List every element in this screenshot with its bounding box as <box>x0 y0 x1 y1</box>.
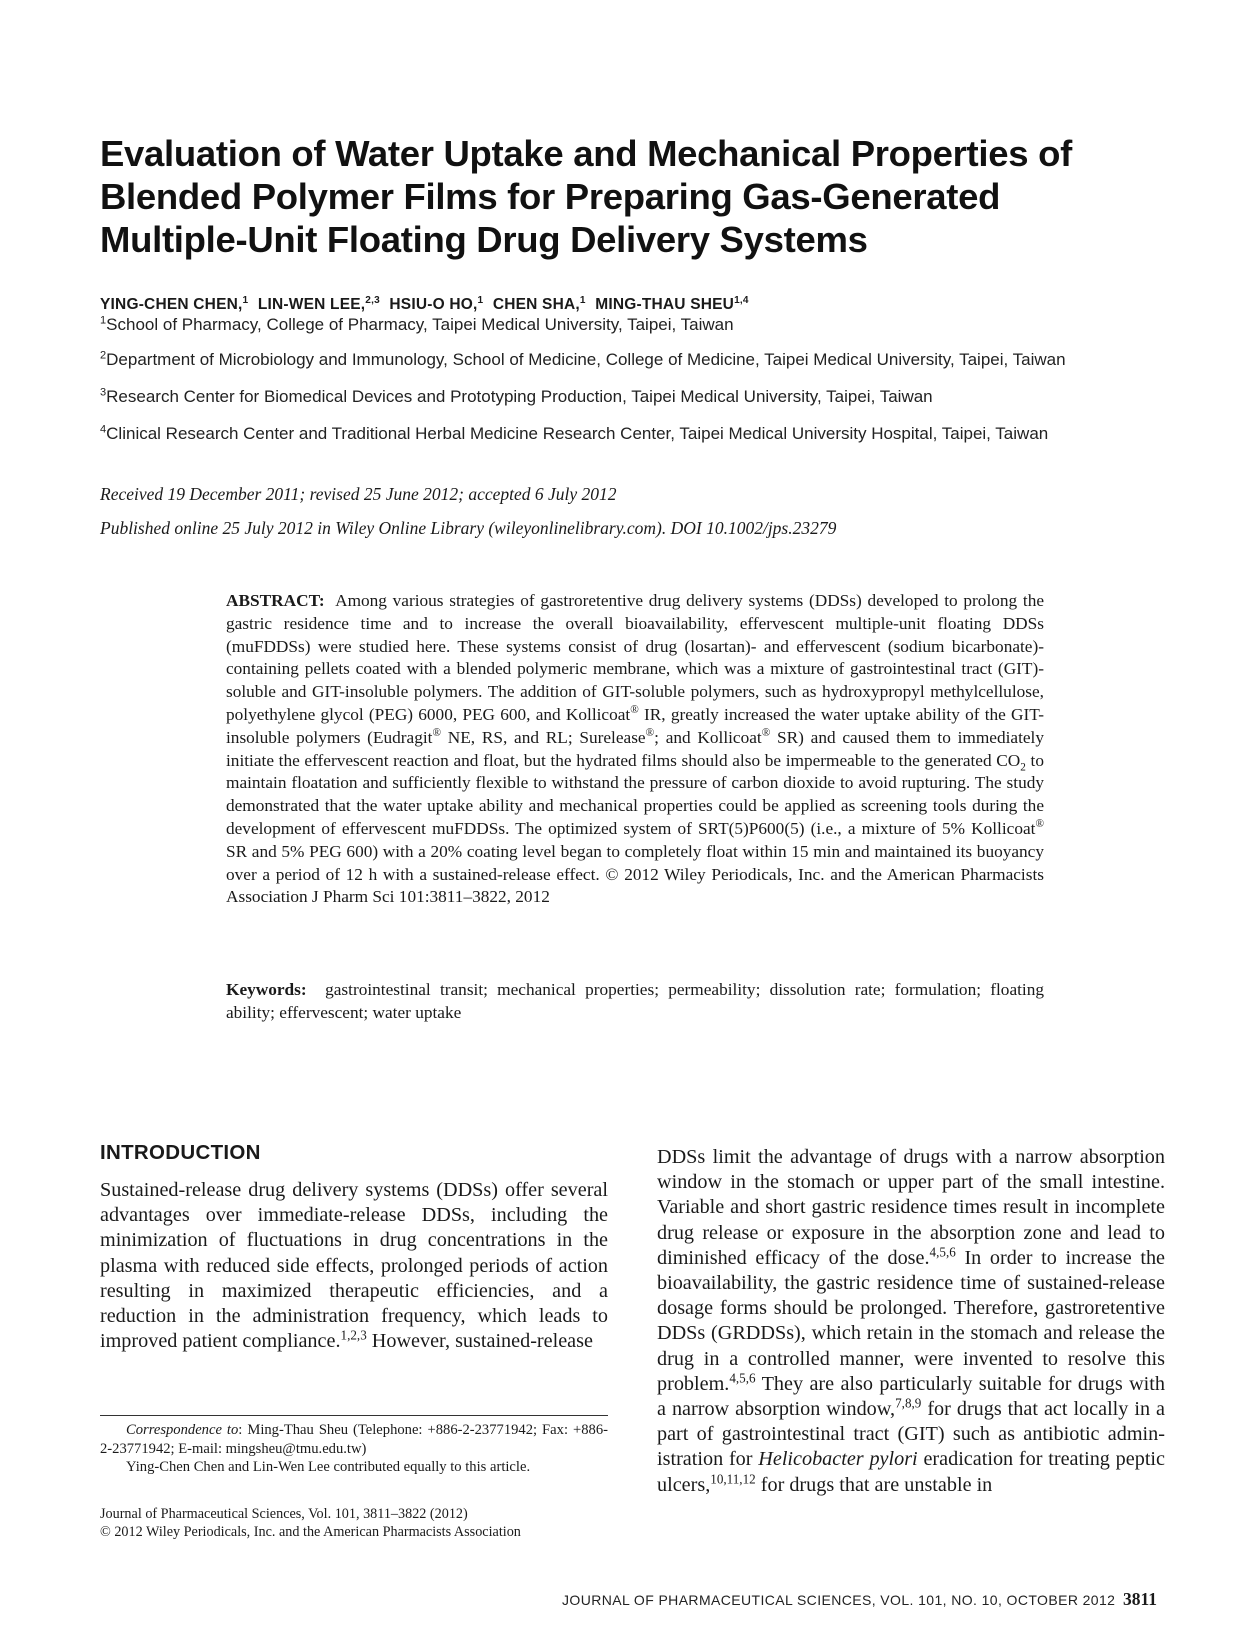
article-title <box>100 132 1150 261</box>
affiliation: $^3$Research Center for Biomedical Devices and Prototyping Production, Taipei Medical University, Taipei, Taiwan <box>100 386 933 406</box>
author: HSIU-O HO,$^1$ <box>389 294 484 313</box>
published-line: Published online 25 July 2012 in Wiley Online Library (wileyonlinelibrary.com). DOI 10.1002/jps.23279 <box>100 518 837 538</box>
author-list <box>100 296 754 314</box>
affiliation: $^4$Clinical Research Center and Traditional Herbal Medicine Research Center, Taipei Medical University Hospital, Taipei, Taiwan <box>100 423 1049 443</box>
footnote <box>100 1421 608 1477</box>
author: YING-CHEN CHEN,$^1$ <box>100 294 249 313</box>
journal-note <box>100 1505 620 1541</box>
title-line: Multiple-Unit Floating Drug Delivery Systems <box>100 219 868 260</box>
title-line: Blended Polymer Films for Preparing Gas-Generated <box>100 176 1001 217</box>
author: LIN-WEN LEE,$^{2,3}$ <box>257 294 380 313</box>
title-line: Evaluation of Water Uptake and Mechanical Properties of <box>100 133 1072 174</box>
footnote-divider <box>100 1415 608 1416</box>
author: CHEN SHA,$^1$ <box>492 294 586 313</box>
journal-citation: Journal of Pharmaceutical Sciences, Vol. 101, 3811–3822 (2012) <box>100 1506 468 1522</box>
equal-contribution-note: Ying-Chen Chen and Lin-Wen Lee contributed equally to this article. <box>126 1459 531 1475</box>
copyright-line: © 2012 Wiley Periodicals, Inc. and the American Pharmacists Association <box>100 1524 521 1540</box>
intro-right-column: DDSs limit the advantage of drugs with a narrow absorption window in the stomach or upper part of the small intestine. Variable and short gastric residence times result in incomplete drug release or exposure in the absorption zone and lead to diminished efficacy of the dose.$^{4,5,6}$ In order to increase the bioavailability, the gastric residence time of sustained-release dosage forms should be prolonged. Therefore, gastroretentive DDSs (GRDDSs), which retain in the stomach and release the drug in a controlled manner, were invented to resolve this problem.$^{4,5,6}$ They are also particularly suitable for drugs with a narrow absorption window,$^{7,8,9}$ for drugs that act locally in a part of gastrointestinal tract (GIT) such as antibiotic administration for Helicobacter pylori eradication for treating peptic ulcers,$^{10,11,12}$ for drugs that are unstable in <box>657 1146 1166 1496</box>
page-number: 3811 <box>1123 1589 1158 1609</box>
author: MING-THAU SHEU$^{1,4}$ <box>595 294 749 313</box>
affiliation: $^1$School of Pharmacy, College of Pharmacy, Taipei Medical University, Taipei, Taiwan <box>100 314 734 334</box>
received-dates: Received 19 December 2011; revised 25 June 2012; accepted 6 July 2012 <box>100 484 617 504</box>
keywords: Keywords: gastrointestinal transit; mechanical properties; permeability; dissolution rate; formulation; floating ability; effervescent; water uptake <box>226 980 1045 1022</box>
section-heading-introduction: INTRODUCTION <box>100 1141 261 1164</box>
abstract-label: ABSTRACT: <box>226 591 325 610</box>
intro-left-column: Sustained-release drug delivery systems (DDSs) offer several advantages over immediate-release DDSs, including the minimization of fluctuations in drug concentrations in the plasma with reduced side effects, prolonged periods of action resulting in maximized therapeutic efficiencies, and a reduction in the administration frequency, which leads to improved patient compliance.$^{1,2,3}$ However, sustained-release <box>100 1179 608 1353</box>
affiliation: $^2$Department of Microbiology and Immunology, School of Medicine, College of Medicine, Taipei Medical University, Taipei, Taiwan <box>100 349 1066 369</box>
correspondence-note: Correspondence to: Ming-Thau Sheu (Telephone: +886-2-23771942; Fax: +886-2-23771942; E-mail: mingsheu@tmu.edu.tw) <box>100 1422 608 1457</box>
keywords-label: Keywords: <box>226 980 307 999</box>
abstract: ABSTRACT: Among various strategies of gastroretentive drug delivery systems (DDSs) developed to prolong the gastric residence time and to increase the overall bioavailability, effervescent multiple-unit floating DDSs (muFDDSs) were studied here. These systems consist of drug (losartan)- and effervescent (sodium bicarbonate)-containing pellets coated with a blended polymeric membrane, which was a mixture of gastrointestinal tract (GIT)-soluble and GIT-insoluble polymers. The addition of GIT-soluble polymers, such as hydroxypropyl methylcellulose, polyethylene glycol (PEG) 6000, PEG 600, and Kollicoat® IR, greatly increased the water uptake ability of the GIT-insoluble polymers (Eudragit® NE, RS, and RL; Surelease®; and Kollicoat® SR) and caused them to immediately initiate the effervescent reaction and float, but the hydrated films should also be impermeable to the generated $CO_2$ to maintain floatation and sufficiently flexible to withstand the pressure of carbon dioxide to avoid rupturing. The study demonstrated that the water uptake ability and mechanical properties could be applied as screening tools during the development of effervescent muFDDSs. The optimized system of SRT(5)P600(5) (i.e., a mixture of 5% Kollicoat® SR and 5% PEG 600) with a 20% coating level began to completely float within 15 min and maintained its buoyancy over a period of 12 h with a sustained-release effect. © 2012 Wiley Periodicals, Inc. and the American Pharmacists Association J Pharm Sci 101:3811–3822, 2012 <box>226 591 1045 907</box>
running-footer: JOURNAL OF PHARMACEUTICAL SCIENCES, VOL. 101, NO. 10, OCTOBER 2012 <box>562 1592 1116 1608</box>
